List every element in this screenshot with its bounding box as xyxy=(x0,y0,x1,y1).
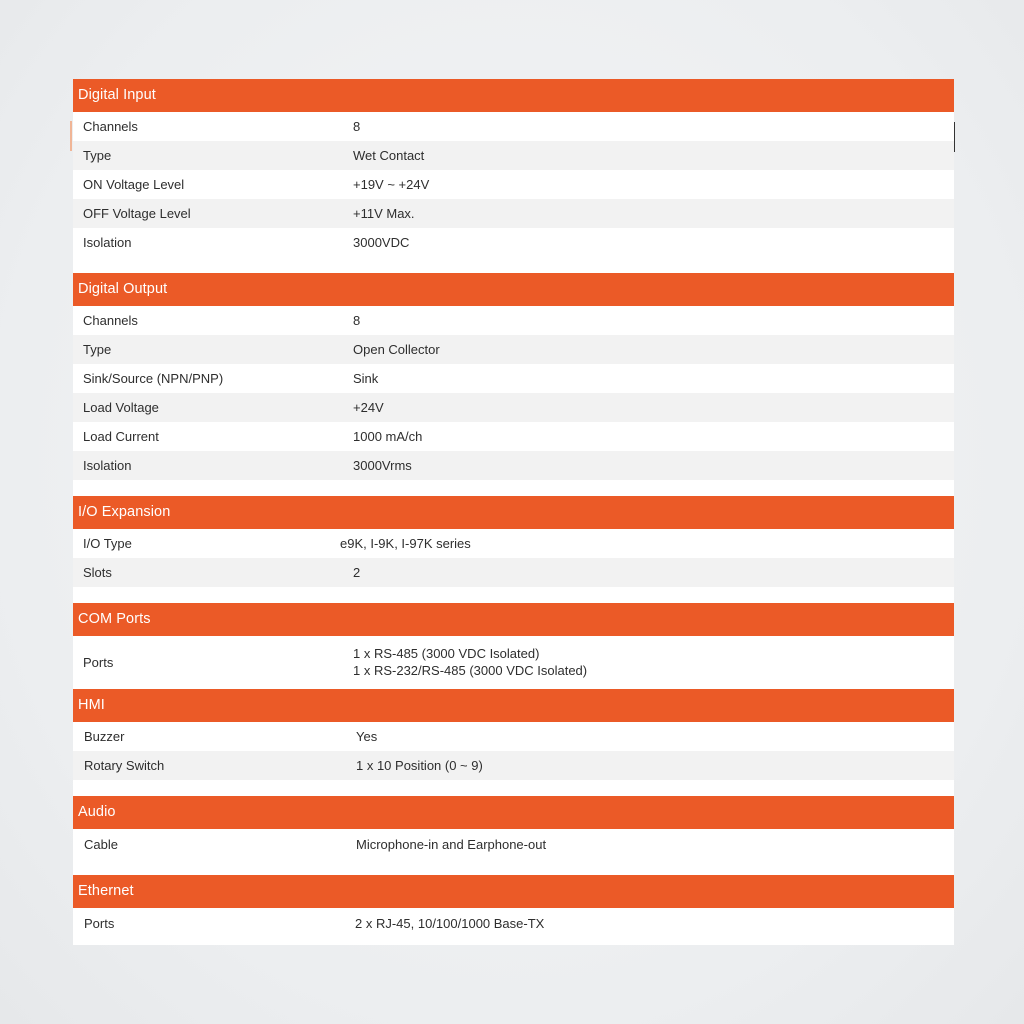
row-label: Isolation xyxy=(83,235,132,250)
row-value: +19V ~ +24V xyxy=(353,177,430,192)
row-value: Yes xyxy=(356,729,378,744)
table-row xyxy=(73,722,954,751)
table-row xyxy=(73,228,954,257)
table-row xyxy=(73,170,954,199)
table-row xyxy=(73,829,954,859)
row-value-line: 1 x RS-232/RS-485 (3000 VDC Isolated) xyxy=(353,663,588,678)
accent-tick xyxy=(70,121,72,151)
row-label: Isolation xyxy=(83,458,132,473)
table-row xyxy=(73,558,954,587)
row-label: I/O Type xyxy=(83,536,132,551)
row-label: Cable xyxy=(84,836,118,852)
row-label: Type xyxy=(83,148,112,163)
row-value: Wet Contact xyxy=(353,148,425,163)
row-label: Type xyxy=(83,342,112,357)
section-header-com-ports: COM Ports xyxy=(73,603,954,636)
row-value: 1000 mA/ch xyxy=(353,429,423,444)
row-value: 8 xyxy=(353,119,361,134)
section-header-audio: Audio xyxy=(73,796,954,829)
table-row xyxy=(73,751,954,780)
section-header-ethernet: Ethernet xyxy=(73,875,954,908)
row-label: Channels xyxy=(83,313,138,328)
row-value: 3000Vrms xyxy=(353,458,412,473)
section-header-io-expansion: I/O Expansion xyxy=(73,496,954,529)
table-row xyxy=(73,451,954,480)
row-value: +11V Max. xyxy=(353,206,415,221)
table-row xyxy=(73,422,954,451)
table-row xyxy=(73,529,954,558)
spec-sheet xyxy=(73,79,954,945)
row-label: ON Voltage Level xyxy=(83,177,185,192)
table-row xyxy=(73,199,954,228)
section-header-hmi: HMI xyxy=(73,689,954,722)
row-value: Sink xyxy=(353,371,379,386)
row-value: e9K, I-9K, I-97K series xyxy=(340,536,471,551)
row-label: Channels xyxy=(83,119,138,134)
table-row xyxy=(73,335,954,364)
table-row xyxy=(73,112,954,141)
row-value: 8 xyxy=(353,313,361,328)
row-label: Buzzer xyxy=(84,729,125,744)
row-value xyxy=(353,636,587,688)
row-value: Open Collector xyxy=(353,342,440,357)
row-label: Load Current xyxy=(83,429,159,444)
row-label: Ports xyxy=(84,915,115,931)
row-value: 3000VDC xyxy=(353,235,410,250)
row-value: 2 x RJ-45, 10/100/1000 Base-TX xyxy=(355,915,545,931)
row-label: Rotary Switch xyxy=(84,758,165,773)
table-row xyxy=(73,393,954,422)
section-header-digital-output: Digital Output xyxy=(73,273,954,306)
row-value: 2 xyxy=(353,565,361,580)
row-value: Microphone-in and Earphone-out xyxy=(356,836,547,852)
row-label: OFF Voltage Level xyxy=(83,206,191,221)
table-row xyxy=(73,636,954,688)
row-value-line: 1 x RS-485 (3000 VDC Isolated) xyxy=(353,646,540,661)
table-row xyxy=(73,306,954,335)
table-row xyxy=(73,908,954,938)
row-label: Ports xyxy=(83,654,114,670)
row-label: Load Voltage xyxy=(83,400,159,415)
row-value: 1 x 10 Position (0 ~ 9) xyxy=(356,758,483,773)
row-label: Slots xyxy=(83,565,112,580)
table-row xyxy=(73,141,954,170)
section-header-digital-input: Digital Input xyxy=(73,79,954,112)
row-value: +24V xyxy=(353,400,384,415)
row-label: Sink/Source (NPN/PNP) xyxy=(83,371,224,386)
table-row xyxy=(73,364,954,393)
